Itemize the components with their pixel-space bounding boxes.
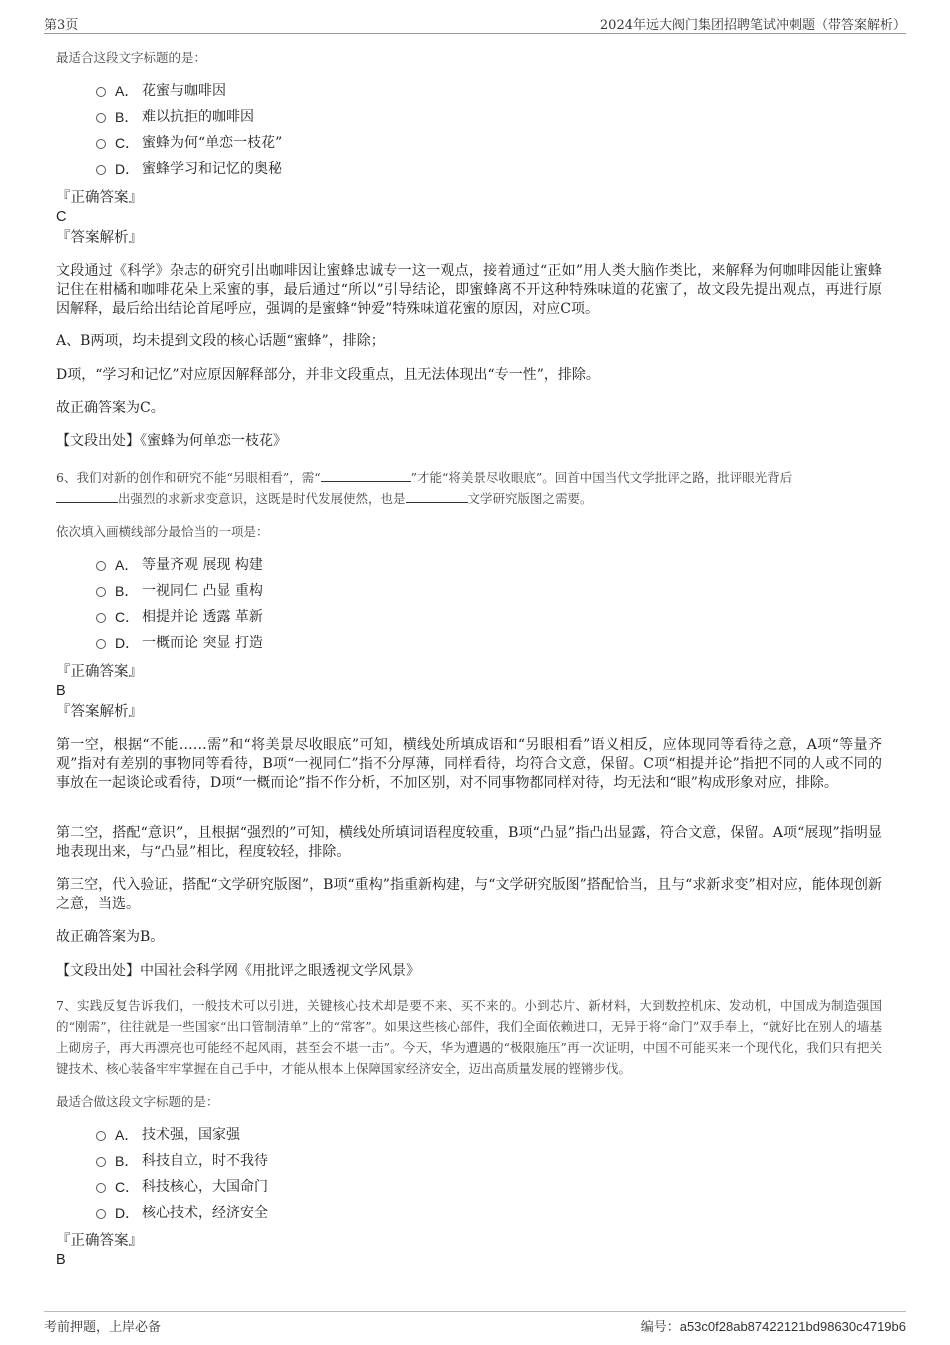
q6-analysis-2: 第二空，搭配“意识”，且根据“强烈的”可知，横线处所填词语程度较重，B项“凸显”指凸出显露，符合文意，保留。A项“展现”指明显地表现出来，与“凸显”相比，程度较轻，排除。 (56, 825, 882, 860)
radio-icon[interactable] (96, 139, 106, 149)
q5-answer-label: 『正确答案』 (56, 190, 143, 206)
radio-icon[interactable] (96, 165, 106, 175)
q6-option-a[interactable]: A． 等量齐观 展现 构建 (96, 552, 888, 578)
radio-icon[interactable] (96, 639, 106, 649)
document-code: 编号：a53c0f28ab87422121bd98630c4719b6 (640, 1319, 906, 1335)
document-title: 2024年远大阀门集团招聘笔试冲刺题（带答案解析） (599, 18, 906, 33)
q6-option-d[interactable]: D． 一概而论 突显 打造 (96, 630, 888, 656)
q5-option-a[interactable]: A． 花蜜与咖啡因 (96, 78, 888, 104)
q6-option-c[interactable]: C． 相提并论 透露 革新 (96, 604, 888, 630)
q5-analysis-2: A、B两项，均未提到文段的核心话题“蜜蜂”，排除； (56, 333, 385, 349)
q7-answer-label: 『正确答案』 (56, 1233, 143, 1249)
radio-icon[interactable] (96, 1209, 106, 1219)
radio-icon[interactable] (96, 561, 106, 571)
answer-blank (56, 489, 118, 503)
radio-icon[interactable] (96, 113, 106, 123)
q6-prompt: 依次填入画横线部分最恰当的一项是： (56, 524, 269, 539)
q7-stem: 7、实践反复告诉我们，一般技术可以引进，关键核心技术却是要不来、买不来的。小到芯片、新材料，大到数控机床、发动机，中国成为制造强国的“刚需”，往往就是一些国家“出口管制清单”上的“常客”。如果这些核心部件，我们全面依赖进口，无异于将“命门”双手奉上，“就好比在别人的墙基上砌房子，再大再漂亮也可能经不起风雨，甚至会不堪一击”。今天，华为遭遇的“极限施压”再一次证明，中国不可能买来一个现代化，我们只有把关键技术、核心装备牢牢掌握在自己手中，才能从根本上保障国家经济安全，迈出高质量发展的铿锵步伐。 (56, 998, 882, 1076)
q6-analysis-4: 故正确答案为B。 (56, 929, 165, 945)
radio-icon[interactable] (96, 587, 106, 597)
q5-option-b[interactable]: B． 难以抗拒的咖啡因 (96, 104, 888, 130)
radio-icon[interactable] (96, 1131, 106, 1141)
q5-analysis-label: 『答案解析』 (56, 230, 143, 246)
q5-answer: C (56, 209, 67, 225)
q5-analysis-1: 文段通过《科学》杂志的研究引出咖啡因让蜜蜂忠诚专一这一观点，接着通过“正如”用人类大脑作类比，来解释为何咖啡因能让蜜蜂记住在柑橘和咖啡花朵上采蜜的事，最后通过“所以”引导结论，即蜜蜂离不开这种特殊味道的花蜜了，故文段先提出观点，再进行原因解释，最后给出结论首尾呼应，强调的是蜜蜂“钟爱”特殊味道花蜜的原因，对应C项。 (56, 263, 882, 317)
radio-icon[interactable] (96, 1157, 106, 1167)
footer-slogan: 考前押题，上岸必备 (44, 1320, 162, 1335)
page-footer (44, 1311, 906, 1335)
q6-option-b[interactable]: B． 一视同仁 凸显 重构 (96, 578, 888, 604)
q5-options (56, 78, 888, 182)
q7-option-c[interactable]: C． 科技核心，大国命门 (96, 1174, 888, 1200)
q5-analysis-3: D项，“学习和记忆”对应原因解释部分，并非文段重点，且无法体现出“专一性”，排除。 (56, 367, 600, 383)
q6-source: 【文段出处】中国社会科学网《用批评之眼透视文学风景》 (56, 963, 420, 979)
answer-blank (406, 489, 468, 503)
q5-option-c[interactable]: C． 蜜蜂为何“单恋一枝花” (96, 130, 888, 156)
page-number: 第3页 (44, 18, 79, 33)
q6-answer-label: 『正确答案』 (56, 664, 143, 680)
q7-options (56, 1122, 888, 1226)
q6-analysis-3: 第三空，代入验证，搭配“文学研究版图”，B项“重构”指重新构建，与“文学研究版图”搭配恰当，且与“求新求变”相对应，能体现创新之意，当选。 (56, 877, 882, 912)
q5-option-d[interactable]: D． 蜜蜂学习和记忆的奥秘 (96, 156, 888, 182)
q7-answer: B (56, 1252, 66, 1268)
radio-icon[interactable] (96, 87, 106, 97)
page-header (44, 12, 906, 34)
q7-option-a[interactable]: A． 技术强，国家强 (96, 1122, 888, 1148)
q6-analysis-label: 『答案解析』 (56, 704, 143, 720)
q6-answer: B (56, 683, 66, 699)
q6-stem: 6、我们对新的创作和研究不能“另眼相看”，需“ ”才能“将美景尽收眼底”。回首中国当代文学批评之路，批评眼光背后 出强烈的求新求变意识，这既是时代发展使然，也是 文学研究版图之需要。 (56, 470, 793, 506)
q7-option-d[interactable]: D． 核心技术，经济安全 (96, 1200, 888, 1226)
q5-source: 【文段出处】《蜜蜂为何单恋一枝花》 (56, 433, 287, 449)
q5-prompt: 最适合这段文字标题的是： (56, 50, 207, 65)
radio-icon[interactable] (96, 1183, 106, 1193)
q7-option-b[interactable]: B． 科技自立，时不我待 (96, 1148, 888, 1174)
q7-prompt: 最适合做这段文字标题的是： (56, 1094, 219, 1109)
q6-options (56, 552, 888, 656)
answer-blank (321, 468, 411, 482)
radio-icon[interactable] (96, 613, 106, 623)
q5-analysis-4: 故正确答案为C。 (56, 400, 165, 416)
q6-analysis-1: 第一空，根据“不能……需”和“将美景尽收眼底”可知，横线处所填成语和“另眼相看”语义相反，应体现同等看待之意，A项“等量齐观”指对有差别的事物同等看待，B项“一视同仁”指不分厚薄，同样看待，均符合文意，保留。C项“相提并论”指把不同的人或不同的事放在一起谈论或看待，D项“一概而论”指不作分析，不加区别，对不同事物都同样对待，均无法和“眼”构成形象对应，排除。 (56, 737, 882, 791)
